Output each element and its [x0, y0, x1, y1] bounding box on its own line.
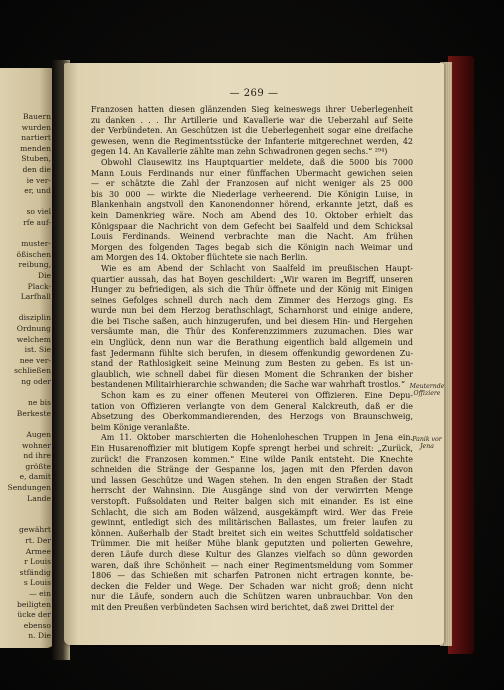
page-body-text — [91, 105, 413, 614]
text-line: quartier aussah, das hat Boyen geschildert: „Wir waren im Begriff, unseren — [91, 274, 413, 284]
facing-page-line: ne bis — [28, 398, 51, 408]
facing-page-line: stfändig — [19, 567, 51, 577]
text-line: zu danken . . . Ihr Artillerie und Kavallerie war die Ueberzahl auf Seite — [91, 115, 413, 125]
text-line: Louis Ferdinands. Weinend verbrachte man die Nacht. Am frühen — [91, 232, 413, 242]
text-line: zurück! die Franzosen kommen.“ Eine wilde Panik entsteht. Die Knechte — [91, 454, 413, 464]
facing-page-line: so viel — [26, 207, 51, 217]
text-line: Wie es am Abend der Schlacht von Saalfeld im preußischen Haupt- — [101, 263, 413, 273]
text-line: Hunger zu befriedigen, als sich die Thür öffnete und der König mit Einigen — [91, 285, 413, 295]
facing-page-line: ng oder — [21, 377, 51, 386]
facing-page-line: rt. Der — [25, 536, 51, 545]
facing-page-line: Sendungen — [7, 483, 51, 492]
facing-page-line: disziplin — [18, 313, 51, 323]
facing-page-line: s Louis — [23, 578, 51, 588]
text-line: waren, daß ihre Schönheit — nach einer Regimentsmeldung vom Sommer — [91, 560, 413, 570]
facing-page-line: er, und — [24, 186, 51, 196]
text-line: können. Außerhalb der Stadt breitet sich ein weites Schuttfeld soldatischer — [91, 528, 413, 538]
text-line: seines Gefolges schnell durch nach dem Zimmer des Herzogs ging. Es — [91, 295, 413, 305]
text-line: schneiden die Stränge der Gespanne los, jagen mit den Pferden davon — [91, 465, 413, 475]
text-line: ein Unglück, denn nun war die Berathung eigentlich bald allgemein und — [91, 338, 413, 348]
facing-page-line: schließen — [14, 366, 51, 376]
text-line: gegen 14. An Kavallerie zählte man zehn Schwadronen gegen sechs.“ ²⁹⁴) — [91, 147, 388, 157]
facing-page-line: reibung, — [18, 260, 51, 270]
text-line: Franzosen hatten diesen glänzenden Sieg keineswegs ihrer Ueberlegenheit — [91, 105, 413, 114]
text-line: glaublich, wie schnell dabei für diesen Moment die Schranken der bisher — [91, 369, 413, 379]
text-line: Obwohl Clausewitz ins Hauptquartier meldete, daß die 5000 bis 7000 — [101, 157, 413, 167]
text-line: decken die Felder und Wege. Der Schaden war nicht groß; denn nicht — [91, 581, 413, 591]
text-line: Schon kam es zu einer offenen Meuterei von Offizieren. Eine Depu- — [101, 391, 413, 401]
facing-page-line: Die — [37, 271, 51, 280]
text-line: Ein Husarenoffizier mit blutigem Kopfe sprengt herbei und schreit: „Zurück, — [91, 444, 413, 453]
text-line: verstopft. Fußsoldaten und Reiter balgen sich mit einander. Es ist eine — [91, 496, 413, 506]
facing-page-line: welchem — [16, 334, 51, 344]
text-line: Absetzung des Oberkommandierenden, des Herzogs von Braunschweig, — [91, 412, 413, 422]
facing-page-line: ist. Sie — [24, 345, 51, 355]
text-line: Mann Louis Ferdinands nur einer fünffachen Übermacht gewichen seien — [91, 168, 413, 178]
facing-page-line: Lande — [27, 493, 51, 503]
page-number: — 269 — — [229, 88, 279, 99]
facing-page-line: — ein — [29, 589, 51, 598]
text-line: die bei Tische saßen, auch hinzugerufen, und bei diesem Hin- und Hergehen — [91, 316, 413, 326]
facing-page-line: beiligten — [17, 599, 51, 609]
facing-page-line: wurden — [21, 122, 51, 132]
facing-page-line: rfe auf- — [23, 218, 51, 227]
text-line: herrscht der Wahnsinn. Die Ausgänge sind von der verwirrten Menge — [91, 486, 413, 496]
text-line: wurde nun bei dem Herzog berathschlagt, Scharnhorst und einige andere, — [91, 306, 413, 316]
facing-page-line: e, damit — [19, 472, 51, 482]
facing-page — [0, 68, 56, 648]
facing-page-line: wohner — [22, 440, 51, 450]
facing-page-line: ößischen — [16, 249, 51, 259]
facing-page-line: nd ihre — [23, 451, 51, 461]
facing-page-line: gewährt — [19, 525, 51, 535]
facing-page-line: ebenso — [23, 620, 51, 630]
facing-page-line: Plack- — [27, 281, 51, 291]
text-line: versäumte man, die Thür des Konferenzzimmers zuzumachen. Dies war — [91, 327, 413, 337]
text-line: der Verbündeten. An Geschützen ist die Ueberlegenheit sogar eine dreifache — [91, 126, 413, 136]
text-line: kein Damenkrieg wäre. Noch am Abend des 10. Oktober erhielt das — [91, 210, 413, 220]
text-line: — er schätzte die Zahl der Franzosen auf nicht weniger als 25 000 — [91, 179, 413, 189]
facing-page-line: den die — [22, 165, 51, 174]
text-line: beim Könige veranlaßte. — [91, 422, 190, 432]
text-line: bis 30 000 — wirkte die Niederlage verheerend. Die Königin Luise, in — [91, 189, 413, 199]
text-line: deren Läufe durch diese Kultur des Glanzes vielfach so dünn geworden — [91, 549, 413, 559]
text-line: Trümmer. Die mit heißer Mühe blank geputzten und polierten Gewehre, — [91, 539, 413, 549]
text-line: und lassen Geschütze und Wagen stehen. In den engen Straßen der Stadt — [91, 475, 413, 485]
facing-page-line: Berkeste — [16, 408, 51, 418]
text-line: tation von Offizieren verlangte von dem General Kalckreuth, daß er die — [91, 401, 413, 411]
text-line: am Morgen des 14. Oktober flüchtete sie nach Berlin. — [91, 253, 308, 263]
text-line: Morgen des folgenden Tages begab sich die Königin nach Weimar und — [91, 242, 413, 252]
facing-page-line: ücke der — [17, 610, 51, 620]
text-line: mit den Preußen verbündeten Sachsen wird berichtet, daß zwei Drittel der — [91, 602, 394, 612]
text-line: Am 11. Oktober marschierten die Hohenloheschen Truppen in Jena ein. — [101, 433, 413, 443]
facing-page-line: nartiert — [21, 133, 51, 143]
facing-page-line: Augen — [26, 430, 51, 439]
text-line: Schlacht, die sich am Boden wälzend, ausgekämpft wird. Wer das Freie — [91, 507, 413, 517]
facing-page-line: Larfhall — [20, 292, 51, 302]
text-line: fast Jedermann fühlte sich berufen, in diesem offenkundig gewordenen Zu- — [91, 348, 413, 358]
facing-page-line: muster- — [21, 239, 51, 249]
text-line: gewinnt, entledigt sich des militärischen Ballastes, um freier laufen zu — [91, 518, 413, 528]
text-line: Königspaar die Nachricht von dem Gefecht bei Saalfeld und dem Schicksal — [91, 221, 413, 231]
text-line: nur die Läufe, sondern auch die Schützen waren unbrauchbar. Von den — [91, 592, 413, 602]
text-line: bestandenen Militairhierarchie schwanden; die Sache war wahrhaft trostlos.“ — [91, 380, 406, 390]
facing-page-line: Ordnung — [16, 324, 51, 333]
facing-page-line: größte — [25, 461, 51, 471]
margin-note: Panik vor Jena — [412, 435, 442, 450]
facing-page-line: r Louis — [24, 557, 51, 567]
facing-page-line: Bauern — [22, 112, 51, 121]
margin-note: Meuternde Offiziere — [409, 382, 445, 397]
facing-page-line: n. Die — [28, 631, 51, 641]
facing-page-line: Stuben, — [21, 154, 51, 164]
facing-page-line: ie ver- — [26, 175, 51, 185]
facing-page-line: Armee — [25, 546, 51, 556]
facing-page-line: menden — [20, 143, 51, 153]
facing-page-line: nee ver- — [19, 355, 51, 365]
text-line: Blankenhain angstvoll den Kanonendonner hörend, erkannte jetzt, daß es — [91, 200, 413, 210]
text-line: gewesen, wenn die Regimentsstücke der Infanterie mitgerechnet werden, 42 — [91, 136, 413, 146]
text-line: 1806 — das Schießen mit scharfen Patronen nicht ertragen konnte, be- — [91, 571, 413, 581]
text-line: stand der Rathlosigkeit seine Meinung zum Besten zu geben. Es ist un- — [91, 359, 413, 369]
